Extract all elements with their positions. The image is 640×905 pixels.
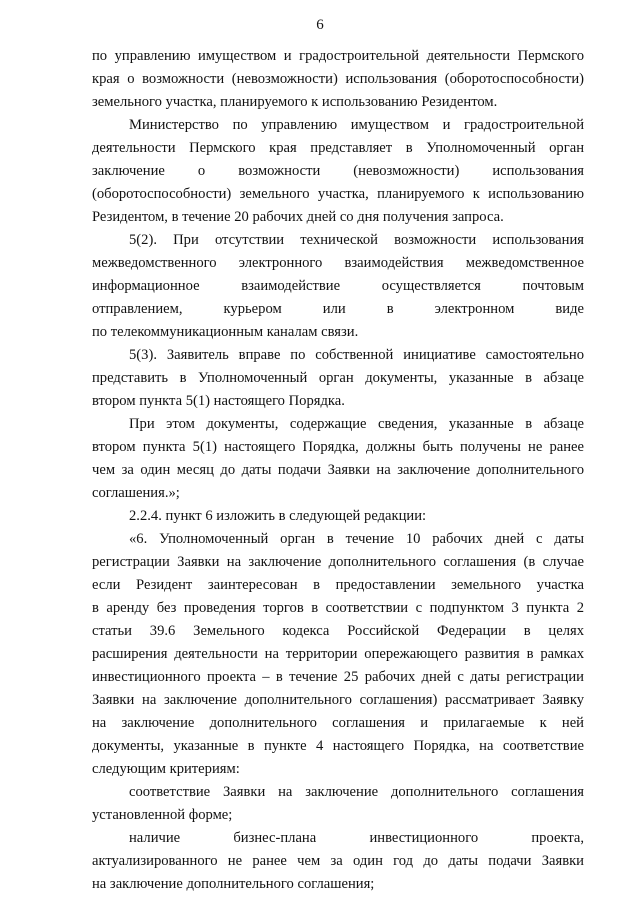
text-line: Заявки на заключение дополнительного соглашения) рассматривает Заявку bbox=[92, 692, 584, 708]
text-line: межведомственного электронного взаимодействия межведомственное bbox=[92, 255, 584, 271]
text-line: При этом документы, содержащие сведения, указанные в абзаце bbox=[129, 416, 584, 432]
text-line: 2.2.4. пункт 6 изложить в следующей редакции: bbox=[129, 508, 427, 524]
text-line: отправлением, курьером или в электронном виде bbox=[92, 301, 584, 317]
text-line: установленной форме; bbox=[92, 807, 233, 823]
text-line: на заключение дополнительного соглашения; bbox=[92, 876, 375, 892]
text-line: на заключение дополнительного соглашения и прилагаемые к ней bbox=[92, 715, 584, 731]
text-line: статьи 39.6 Земельного кодекса Российской Федерации в целях bbox=[92, 623, 584, 639]
text-line: наличие бизнес-плана инвестиционного проекта, bbox=[129, 830, 584, 846]
text-line: (оборотоспособности) земельного участка, планируемого к использованию bbox=[92, 186, 584, 202]
text-line: информационное взаимодействие осуществляется почтовым bbox=[92, 278, 584, 294]
text-line: если Резидент заинтересован в предоставлении земельного участка bbox=[92, 577, 584, 593]
text-line: Резидентом, в течение 20 рабочих дней со дня получения запроса. bbox=[92, 209, 504, 225]
text-line: 5(2). При отсутствии технической возможности использования bbox=[129, 232, 584, 248]
text-line: втором пункта 5(1) настоящего Порядка. bbox=[92, 393, 345, 409]
text-line: расширения деятельности на территории опережающего развития в рамках bbox=[92, 646, 584, 662]
text-line: по управлению имуществом и градостроительной деятельности Пермского bbox=[92, 48, 584, 64]
text-line: чем за один месяц до даты подачи Заявки на заключение дополнительного bbox=[92, 462, 584, 478]
text-line: втором пункта 5(1) настоящего Порядка, должны быть получены не ранее bbox=[92, 439, 584, 455]
text-line: края о возможности (невозможности) использования (оборотоспособности) bbox=[92, 71, 584, 87]
text-line: «6. Уполномоченный орган в течение 10 рабочих дней с даты bbox=[129, 531, 584, 547]
text-line: соглашения.»; bbox=[92, 485, 180, 501]
text-line: в аренду без проведения торгов в соответствии с подпунктом 3 пункта 2 bbox=[92, 600, 584, 616]
page-number: 6 bbox=[316, 17, 324, 33]
text-line: регистрации Заявки на заключение дополнительного соглашения (в случае bbox=[92, 554, 584, 570]
text-line: актуализированного не ранее чем за один год до даты подачи Заявки bbox=[92, 853, 584, 869]
text-line: земельного участка, планируемого к использованию Резидентом. bbox=[92, 94, 498, 110]
text-line: представить в Уполномоченный орган документы, указанные в абзаце bbox=[92, 370, 584, 386]
text-line: деятельности Пермского края представляет в Уполномоченный орган bbox=[92, 140, 584, 156]
text-line: следующим критериям: bbox=[92, 761, 240, 777]
text-line: документы, указанные в пункте 4 настоящего Порядка, на соответствие bbox=[92, 738, 584, 754]
text-line: инвестиционного проекта – в течение 25 рабочих дней с даты регистрации bbox=[92, 669, 584, 685]
text-line: 5(3). Заявитель вправе по собственной инициативе самостоятельно bbox=[129, 347, 584, 363]
text-line: Министерство по управлению имуществом и градостроительной bbox=[129, 117, 584, 133]
text-line: по телекоммуникационным каналам связи. bbox=[92, 324, 359, 340]
text-line: заключение о возможности (невозможности) использования bbox=[92, 163, 584, 179]
text-line: соответствие Заявки на заключение дополнительного соглашения bbox=[129, 784, 584, 800]
